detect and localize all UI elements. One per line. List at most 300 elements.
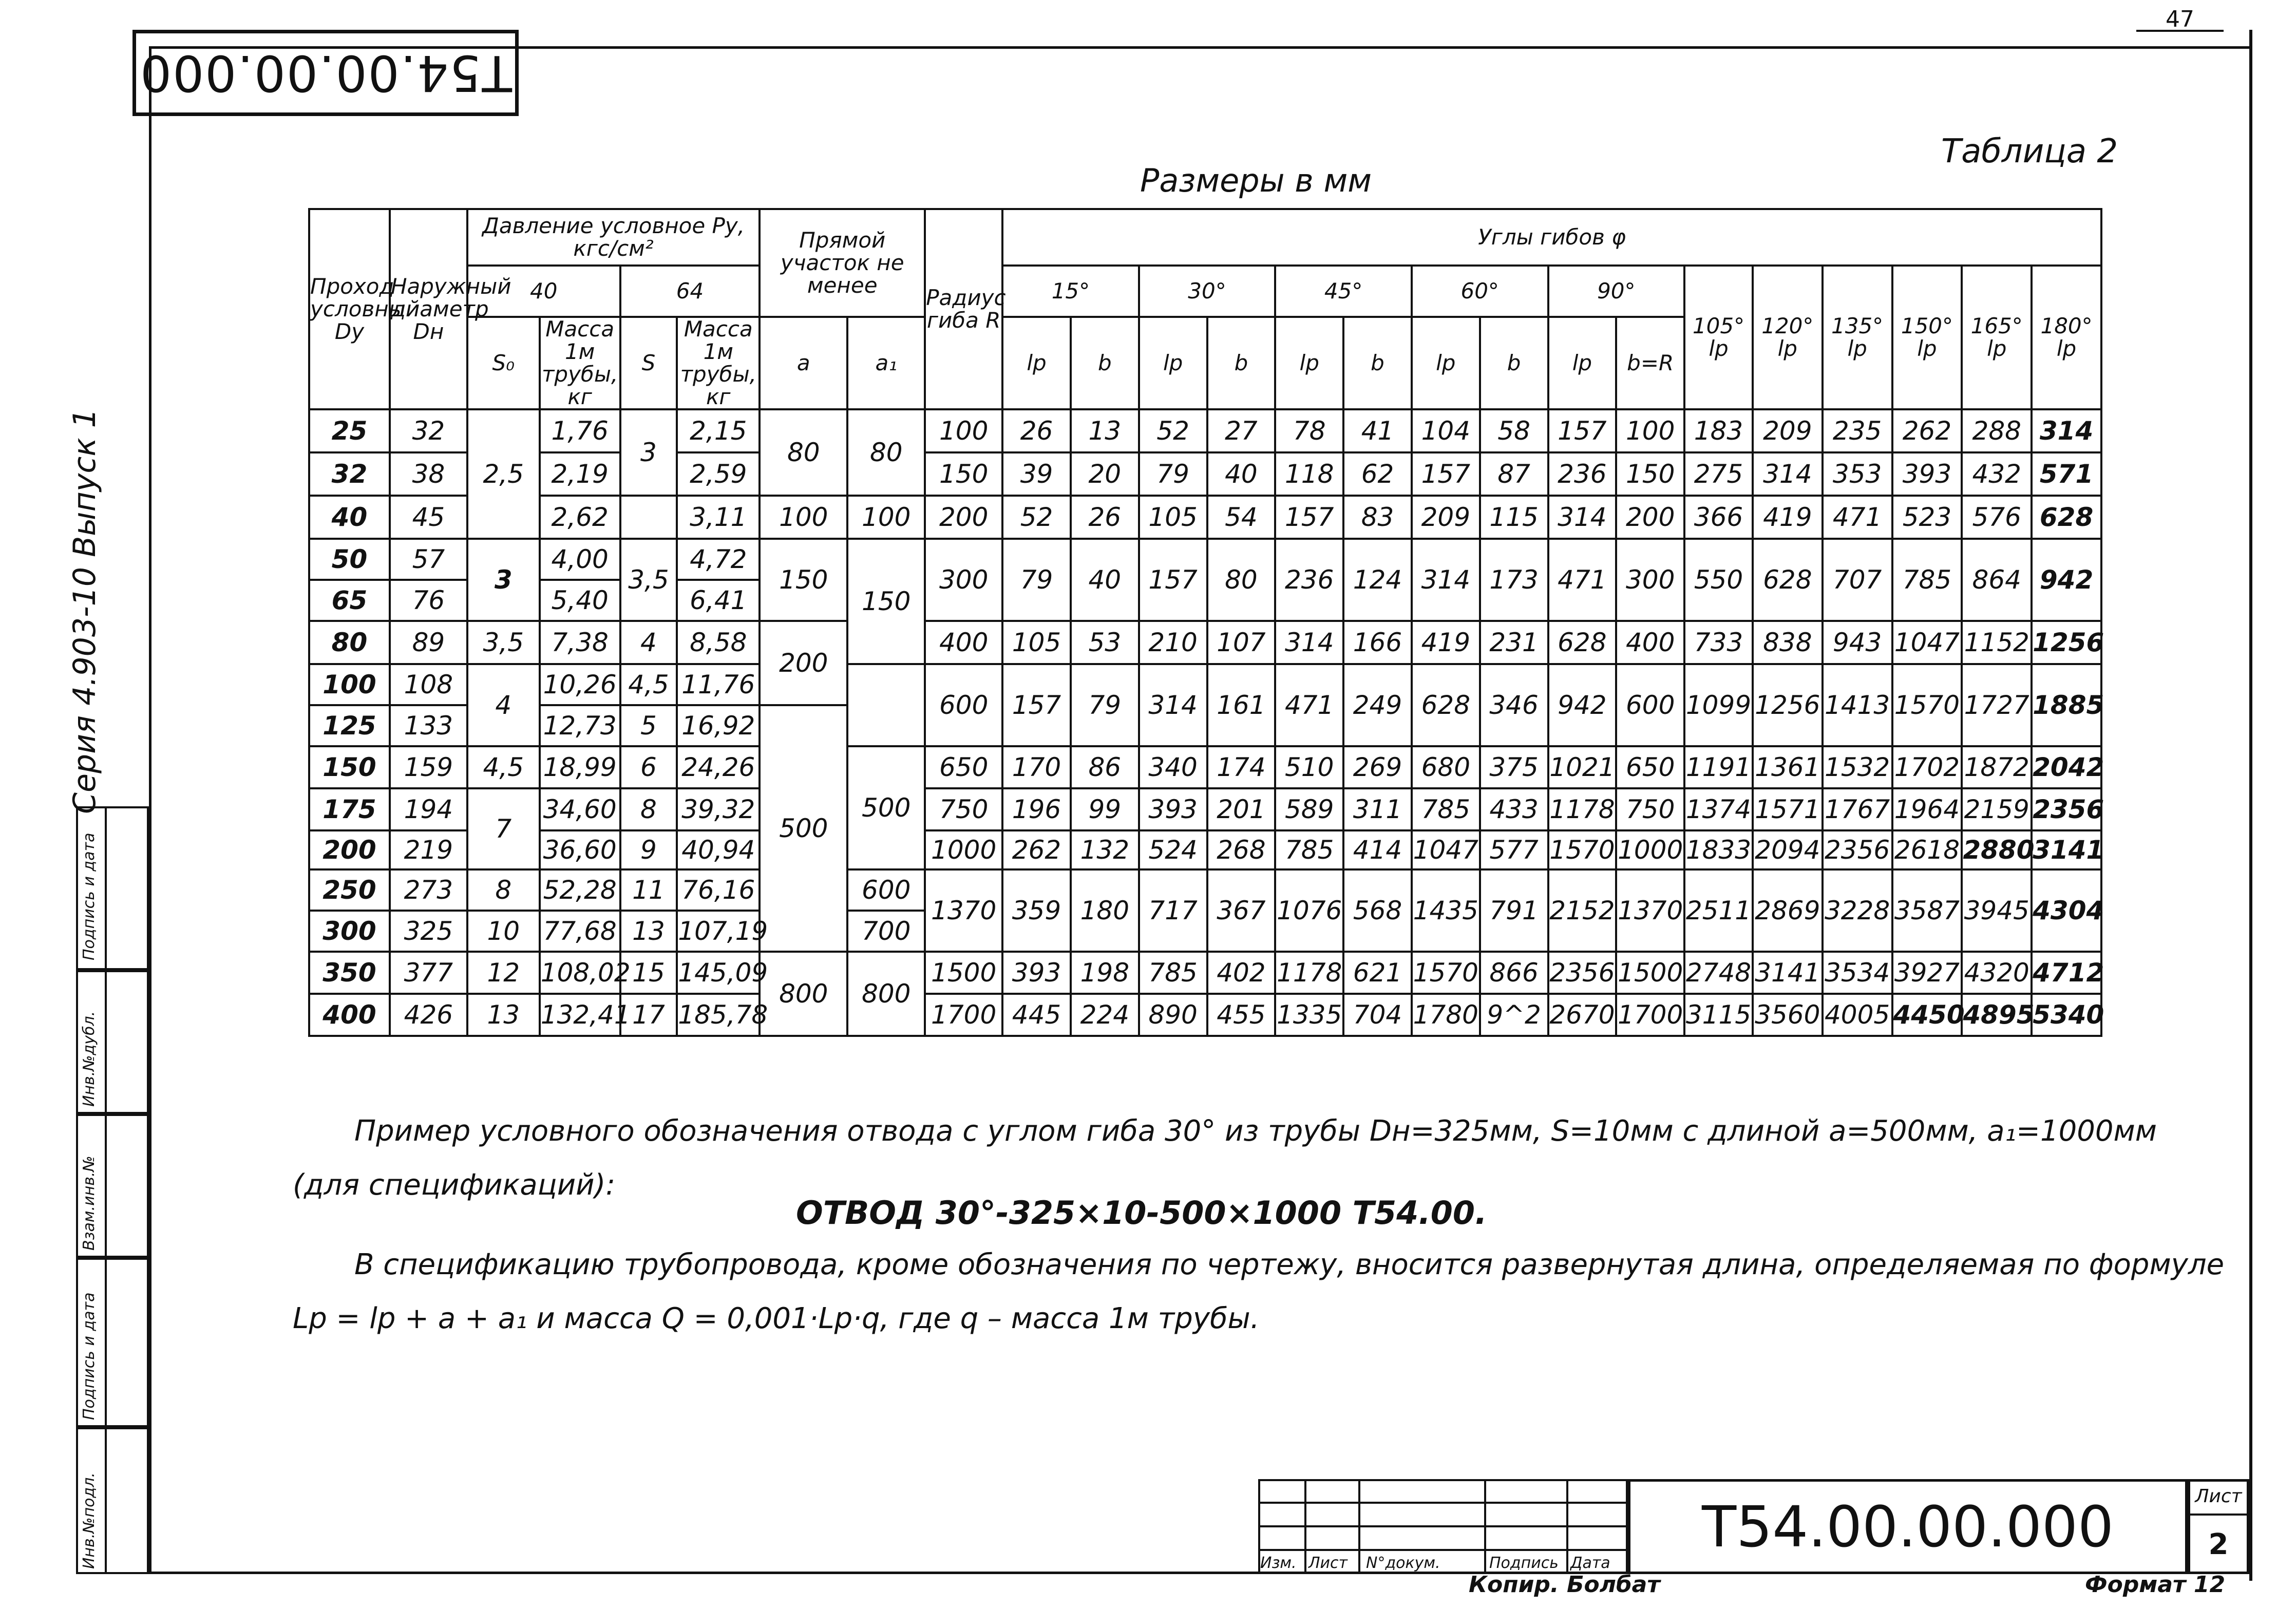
cell: 1370 [925, 869, 1002, 952]
cell: 1500 [1616, 952, 1684, 994]
cell: 375 [1480, 746, 1548, 788]
col-header-radius: Радиус гиба R [925, 209, 1002, 409]
cell: 269 [1343, 746, 1412, 788]
cell: 17 [620, 994, 677, 1036]
cell: 100 [1616, 409, 1684, 452]
cell: 785 [1412, 788, 1480, 830]
cell: 157 [1002, 664, 1071, 746]
cell: 132 [1071, 830, 1139, 869]
angle-45: 45° [1275, 266, 1412, 317]
cell: 350 [309, 952, 390, 994]
cell: 145,09 [677, 952, 760, 994]
cell: 2152 [1548, 869, 1617, 952]
col-header-dn: Наружный диаметр Dн [390, 209, 467, 409]
cell: 201 [1207, 788, 1276, 830]
cell: 426 [390, 994, 467, 1036]
cell: 366 [1684, 496, 1753, 539]
cell: 600 [925, 664, 1002, 746]
cell: 53 [1071, 621, 1139, 664]
cell: 4,00 [540, 539, 620, 580]
cell: 13 [467, 994, 540, 1036]
cell: 524 [1139, 830, 1207, 869]
cell: 1256 [1753, 664, 1823, 746]
cell: 314 [2032, 409, 2101, 452]
b-header: b [1071, 317, 1139, 409]
table-row [309, 539, 2171, 580]
cell: 3115 [1684, 994, 1753, 1036]
cell: 1702 [1892, 746, 1962, 788]
note-spec: (для спецификаций): [293, 1168, 616, 1202]
cell: 600 [847, 869, 925, 911]
cell: 8 [620, 788, 677, 830]
cell: 3927 [1892, 952, 1962, 994]
tb-col-doc: N°докум. [1366, 1554, 1440, 1572]
cell: 38 [390, 452, 467, 496]
cell: 2,5 [467, 409, 540, 539]
cell: 65 [309, 580, 390, 621]
cell: 314 [1753, 452, 1823, 496]
cell: 174 [1207, 746, 1276, 788]
cell: 108,02 [540, 952, 620, 994]
cell: 1047 [1892, 621, 1962, 664]
cell: 157 [1275, 496, 1343, 539]
cell: 4450 [1892, 994, 1962, 1036]
cell: 9 [620, 830, 677, 869]
cell: 25 [309, 409, 390, 452]
cell: 6 [620, 746, 677, 788]
cell: 576 [1962, 496, 2032, 539]
left-approval-strip [76, 806, 149, 1574]
cell: 39 [1002, 452, 1071, 496]
cell: 3 [467, 539, 540, 621]
cell: 262 [1002, 830, 1071, 869]
tb-col-date: Дата [1570, 1554, 1610, 1572]
cell: 80 [760, 409, 847, 496]
cell: 4320 [1962, 952, 2032, 994]
cell: 1500 [925, 952, 1002, 994]
cell: 3534 [1823, 952, 1892, 994]
cell: 39,32 [677, 788, 760, 830]
table-row [309, 621, 2171, 664]
cell: 866 [1480, 952, 1548, 994]
cell: 353 [1823, 452, 1892, 496]
cell: 7 [467, 788, 540, 869]
cell: 6,41 [677, 580, 760, 621]
cell: 523 [1892, 496, 1962, 539]
cell: 200 [309, 830, 390, 869]
cell: 89 [390, 621, 467, 664]
cell: 32 [309, 452, 390, 496]
cell: 118 [1275, 452, 1343, 496]
cell: 568 [1343, 869, 1412, 952]
cell: 942 [2032, 539, 2101, 621]
page-number: 47 [2136, 9, 2224, 32]
cell: 76,16 [677, 869, 760, 911]
cell: 628 [1548, 621, 1617, 664]
cell: 942 [1548, 664, 1617, 746]
cell: 3228 [1823, 869, 1892, 952]
cell: 1000 [925, 830, 1002, 869]
tb-sheet-box [2188, 1479, 2249, 1574]
cell: 1885 [2032, 664, 2101, 746]
cell: 150 [760, 539, 847, 621]
cell: 86 [1071, 746, 1139, 788]
cell: 340 [1139, 746, 1207, 788]
cell: 104 [1412, 409, 1480, 452]
table-row [309, 409, 2171, 452]
cell: 3141 [2032, 830, 2101, 869]
cell: 125 [309, 705, 390, 746]
cell: 4,5 [620, 664, 677, 705]
cell: 150 [1616, 452, 1684, 496]
cell: 1570 [1548, 830, 1617, 869]
cell: 1571 [1753, 788, 1823, 830]
cell: 1,76 [540, 409, 620, 452]
note-length: В спецификацию трубопровода, кроме обозначения по чертежу, вносится развернутая длина, определяемая по формуле [354, 1248, 2225, 1281]
cell: 4005 [1823, 994, 1892, 1036]
cell: 2869 [1753, 869, 1823, 952]
cell: 200 [760, 621, 847, 705]
side-series-label: Серия 4.903-10 Выпуск 1 [67, 408, 103, 814]
strip-label: Подпись и дата [80, 833, 98, 960]
cell: 800 [760, 952, 847, 1036]
cell: 5340 [2032, 994, 2101, 1036]
cell [620, 496, 677, 539]
cell: 367 [1207, 869, 1276, 952]
cell: 26 [1002, 409, 1071, 452]
cell: 18,99 [540, 746, 620, 788]
cell: 100 [760, 496, 847, 539]
lp-header: lp [1139, 317, 1207, 409]
cell: 180 [1071, 869, 1139, 952]
cell: 108 [390, 664, 467, 705]
cell: 5 [620, 705, 677, 746]
cell: 571 [2032, 452, 2101, 496]
tb-col-sign: Подпись [1489, 1554, 1559, 1572]
table-row [309, 994, 2171, 1036]
b-header: b=R [1616, 317, 1684, 409]
angle-120: 120° lp [1753, 266, 1823, 409]
cell: 107 [1207, 621, 1276, 664]
cell: 628 [1753, 539, 1823, 621]
cell: 3560 [1753, 994, 1823, 1036]
b-header: b [1480, 317, 1548, 409]
cell: 200 [925, 496, 1002, 539]
cell: 733 [1684, 621, 1753, 664]
cell: 346 [1480, 664, 1548, 746]
cell: 300 [925, 539, 1002, 621]
cell: 3,5 [467, 621, 540, 664]
col-header-straight: Прямой участок не менее [760, 209, 925, 317]
cell: 1191 [1684, 746, 1753, 788]
cell: 10 [467, 911, 540, 952]
strip-label: Подпись и дата [80, 1292, 98, 1420]
cell: 58 [1480, 409, 1548, 452]
cell: 455 [1207, 994, 1276, 1036]
table-row [309, 746, 2171, 788]
frame-edge [2249, 30, 2252, 1581]
cell: 1700 [925, 994, 1002, 1036]
cell: 198 [1071, 952, 1139, 994]
col-header-dy: Проход условный Dу [309, 209, 390, 409]
cell: 838 [1753, 621, 1823, 664]
cell: 34,60 [540, 788, 620, 830]
tb-col-list: Лист [1308, 1554, 1348, 1572]
cell: 209 [1753, 409, 1823, 452]
cell: 78 [1275, 409, 1343, 452]
grid-line [1258, 1549, 1628, 1551]
cell: 12 [467, 952, 540, 994]
cell: 194 [390, 788, 467, 830]
col-header-angles: Углы гибов φ [1002, 209, 2101, 266]
cell: 7,38 [540, 621, 620, 664]
angle-180: 180° lp [2032, 266, 2101, 409]
cell: 173 [1480, 539, 1548, 621]
cell: 159 [390, 746, 467, 788]
cell: 4 [620, 621, 677, 664]
col-header-mass64: Масса 1м трубы, кг [677, 317, 760, 409]
cell: 680 [1412, 746, 1480, 788]
cell: 750 [925, 788, 1002, 830]
cell: 1413 [1823, 664, 1892, 746]
cell: 150 [847, 539, 925, 664]
cell: 3141 [1753, 952, 1823, 994]
format-label: Формат 12 [2085, 1572, 2226, 1598]
cell: 1767 [1823, 788, 1892, 830]
cell: 650 [925, 746, 1002, 788]
cell: 50 [309, 539, 390, 580]
grid-line [1566, 1479, 1568, 1574]
tb-sheet-divider [2190, 1514, 2247, 1516]
cell: 785 [1275, 830, 1343, 869]
cell: 1076 [1275, 869, 1343, 952]
cell: 166 [1343, 621, 1412, 664]
angle-150: 150° lp [1892, 266, 1962, 409]
cell: 175 [309, 788, 390, 830]
cell: 1178 [1548, 788, 1617, 830]
tb-sheet-label: Лист [2195, 1486, 2242, 1507]
cell: 100 [847, 496, 925, 539]
cell: 3,5 [620, 539, 677, 621]
angle-30: 30° [1139, 266, 1276, 317]
cell: 1374 [1684, 788, 1753, 830]
cell: 414 [1343, 830, 1412, 869]
cell: 300 [309, 911, 390, 952]
cell: 10,26 [540, 664, 620, 705]
cell: 185,78 [677, 994, 760, 1036]
cell: 2042 [2032, 746, 2101, 788]
note-example: Пример условного обозначения отвода с углом гиба 30° из трубы Dн=325мм, S=10мм с длиной a=500мм, a₁=1000мм [354, 1114, 2157, 1148]
b-header: b [1343, 317, 1412, 409]
strip-label: Инв.№подл. [80, 1472, 98, 1569]
cell: 1000 [1616, 830, 1684, 869]
cell: 100 [925, 409, 1002, 452]
cell: 4712 [2032, 952, 2101, 994]
cell: 32 [390, 409, 467, 452]
lp-header: lp [1002, 317, 1071, 409]
tb-sheet-number: 2 [2208, 1528, 2229, 1561]
grid-line [1358, 1479, 1360, 1574]
cell: 1370 [1616, 869, 1684, 952]
cell: 150 [309, 746, 390, 788]
col-header-p64: 64 [620, 266, 760, 317]
cell: 3 [620, 409, 677, 496]
cell: 1964 [1892, 788, 1962, 830]
cell: 700 [847, 911, 925, 952]
cell: 26 [1071, 496, 1139, 539]
cell: 2356 [1548, 952, 1617, 994]
cell: 785 [1139, 952, 1207, 994]
cell: 5,40 [540, 580, 620, 621]
cell: 12,73 [540, 705, 620, 746]
cell: 2,59 [677, 452, 760, 496]
cell: 2,19 [540, 452, 620, 496]
cell: 500 [847, 746, 925, 869]
cell: 273 [390, 869, 467, 911]
cell: 864 [1962, 539, 2032, 621]
cell: 209 [1412, 496, 1480, 539]
cell: 471 [1548, 539, 1617, 621]
cell: 11,76 [677, 664, 760, 705]
copied-by: Копир. Болбат [1469, 1572, 1660, 1598]
cell: 2356 [2032, 788, 2101, 830]
cell: 268 [1207, 830, 1276, 869]
cell: 13 [1071, 409, 1139, 452]
cell: 157 [1412, 452, 1480, 496]
cell: 1099 [1684, 664, 1753, 746]
table-row [309, 869, 2171, 911]
cell: 300 [1616, 539, 1684, 621]
cell: 311 [1343, 788, 1412, 830]
col-header-s0: S₀ [467, 317, 540, 409]
cell: 445 [1002, 994, 1071, 1036]
cell: 150 [925, 452, 1002, 496]
table-row [309, 830, 2171, 869]
cell: 550 [1684, 539, 1753, 621]
cell: 3,11 [677, 496, 760, 539]
cell: 161 [1207, 664, 1276, 746]
cell: 1700 [1616, 994, 1684, 1036]
tb-col-izm: Изм. [1260, 1554, 1297, 1572]
cell: 419 [1412, 621, 1480, 664]
cell: 62 [1343, 452, 1412, 496]
cell: 83 [1343, 496, 1412, 539]
cell: 2670 [1548, 994, 1617, 1036]
cell: 105 [1002, 621, 1071, 664]
grid-line [1258, 1502, 1628, 1504]
cell: 1152 [1962, 621, 2032, 664]
cell: 400 [1616, 621, 1684, 664]
cell: 2880 [1962, 830, 2032, 869]
cell: 8 [467, 869, 540, 911]
lp-header: lp [1275, 317, 1343, 409]
cell: 24,26 [677, 746, 760, 788]
cell: 79 [1002, 539, 1071, 621]
strip-label: Взам.инв.№ [80, 1156, 98, 1251]
col-header-p40: 40 [467, 266, 620, 317]
cell: 704 [1343, 994, 1412, 1036]
angle-15: 15° [1002, 266, 1139, 317]
cell: 2159 [1962, 788, 2032, 830]
tb-designation: Т54.00.00.000 [1628, 1479, 2188, 1574]
cell: 27 [1207, 409, 1276, 452]
cell: 400 [309, 994, 390, 1036]
cell: 15 [620, 952, 677, 994]
top-stamp: T54.00.00.000 [132, 30, 519, 116]
table-row [309, 664, 2171, 705]
cell: 359 [1002, 869, 1071, 952]
cell: 943 [1823, 621, 1892, 664]
strip-label: Инв.№дубл. [80, 1011, 98, 1107]
cell: 40 [309, 496, 390, 539]
cell: 80 [309, 621, 390, 664]
title-block [1258, 1479, 2249, 1574]
col-header-a1: a₁ [847, 317, 925, 409]
cell: 750 [1616, 788, 1684, 830]
cell: 288 [1962, 409, 2032, 452]
cell: 717 [1139, 869, 1207, 952]
cell: 87 [1480, 452, 1548, 496]
cell: 11 [620, 869, 677, 911]
cell: 400 [925, 621, 1002, 664]
cell: 1361 [1753, 746, 1823, 788]
note-formula: Lp = lp + a + a₁ и масса Q = 0,001·Lp·q, где q – масса 1м трубы. [293, 1302, 1260, 1335]
cell: 2,15 [677, 409, 760, 452]
cell: 275 [1684, 452, 1753, 496]
cell: 107,19 [677, 911, 760, 952]
cell: 314 [1548, 496, 1617, 539]
angle-105: 105° lp [1684, 266, 1753, 409]
revision-grid [1258, 1479, 1628, 1574]
cell: 36,60 [540, 830, 620, 869]
angle-90: 90° [1548, 266, 1685, 317]
cell: 52 [1139, 409, 1207, 452]
cell: 133 [390, 705, 467, 746]
cell: 890 [1139, 994, 1207, 1036]
cell: 1435 [1412, 869, 1480, 952]
cell: 236 [1275, 539, 1343, 621]
cell: 219 [390, 830, 467, 869]
cell: 196 [1002, 788, 1071, 830]
angle-60: 60° [1412, 266, 1548, 317]
cell: 393 [1892, 452, 1962, 496]
lp-header: lp [1548, 317, 1617, 409]
cell: 393 [1002, 952, 1071, 994]
cell: 79 [1139, 452, 1207, 496]
cell: 650 [1616, 746, 1684, 788]
cell: 210 [1139, 621, 1207, 664]
cell: 800 [847, 952, 925, 1036]
cell: 4895 [1962, 994, 2032, 1036]
cell: 3945 [1962, 869, 2032, 952]
cell: 80 [1207, 539, 1276, 621]
cell: 314 [1412, 539, 1480, 621]
cell: 40 [1071, 539, 1139, 621]
cell: 1335 [1275, 994, 1343, 1036]
grid-line [1258, 1525, 1628, 1527]
cell: 170 [1002, 746, 1071, 788]
cell: 432 [1962, 452, 2032, 496]
grid-line [1484, 1479, 1486, 1574]
cell: 105 [1139, 496, 1207, 539]
cell: 2511 [1684, 869, 1753, 952]
cell: 314 [1139, 664, 1207, 746]
cell: 183 [1684, 409, 1753, 452]
cell: 471 [1823, 496, 1892, 539]
cell: 393 [1139, 788, 1207, 830]
cell: 471 [1275, 664, 1343, 746]
col-header-mass40: Масса 1м трубы, кг [540, 317, 620, 409]
